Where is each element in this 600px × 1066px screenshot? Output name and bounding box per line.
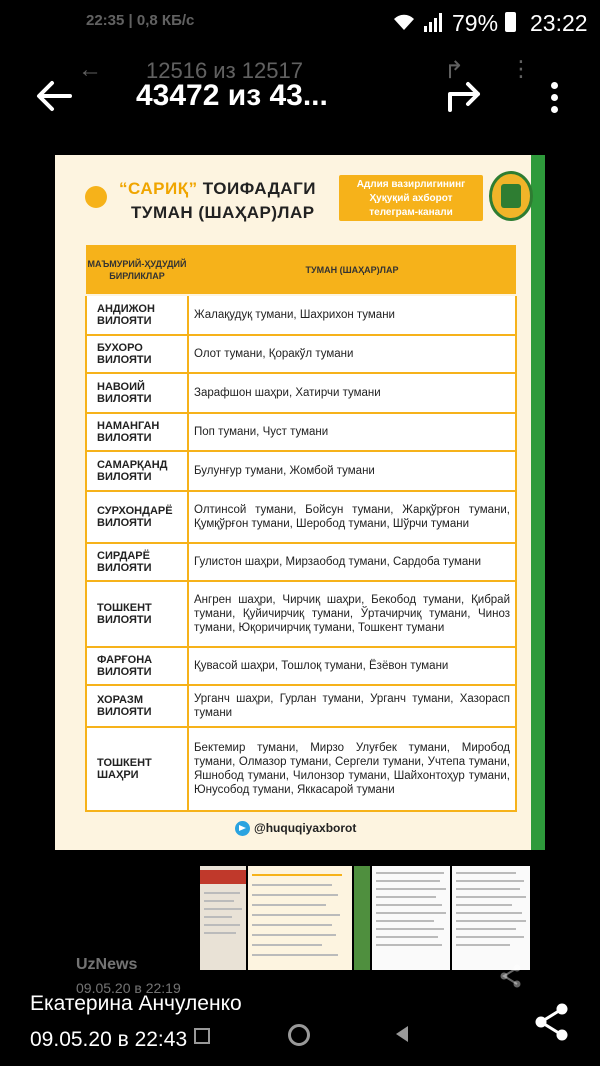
region-cell: ФАРҒОНА ВИЛОЯТИ (86, 647, 188, 685)
districts-cell: Зарафшон шаҳри, Хатирчи тумани (188, 373, 516, 413)
ghost-share-icon (500, 964, 522, 988)
col-header-districts: ТУМАН (ШАҲАР)ЛАР (188, 245, 516, 295)
districts-cell: Қувасой шаҳри, Тошлоқ тумани, Ёзёвон тумани (188, 647, 516, 685)
image-counter-title: 43472 из 43... (136, 79, 328, 112)
home-icon[interactable] (288, 1024, 310, 1046)
thumbnail[interactable] (248, 866, 352, 970)
districts-cell: Олот тумани, Қоракўл тумани (188, 335, 516, 373)
ghost-forward-icon: ↱ (444, 57, 465, 84)
region-cell: БУХОРО ВИЛОЯТИ (86, 335, 188, 373)
channel-line1: Адлия вазирлигининг (356, 179, 466, 190)
telegram-icon (235, 821, 250, 836)
table-row (86, 295, 516, 335)
ghost-more-icon: ⋮ (510, 56, 532, 81)
more-vert-icon[interactable] (540, 78, 570, 118)
districts-cell: Поп тумани, Чуст тумани (188, 413, 516, 451)
table-row (86, 647, 516, 685)
table-row (86, 543, 516, 581)
battery-level: 79% (452, 10, 499, 36)
status-bar (0, 8, 600, 38)
post-date: 09.05.20 в 22:43 (30, 1028, 188, 1051)
channel-line2: Ҳуқуқий ахборот (369, 193, 453, 204)
heading-rest: ТОИФАДАГИ (197, 179, 316, 198)
region-cell: АНДИЖОН ВИЛОЯТИ (86, 295, 188, 335)
table-row (86, 491, 516, 543)
districts-cell: Гулистон шаҳри, Мирзаобод тумани, Сардоба тумани (188, 543, 516, 581)
poster-heading-line1 (119, 179, 316, 199)
system-nav-bar (0, 1018, 600, 1058)
region-cell: ТОШКЕНТ ШАҲРИ (86, 727, 188, 811)
signal-icon (424, 12, 446, 32)
thumbnail[interactable] (452, 866, 530, 970)
thumbnail[interactable] (372, 866, 450, 970)
share-icon[interactable] (534, 1002, 570, 1042)
wifi-icon (392, 12, 416, 32)
channel-line3: телеграм-канали (369, 207, 453, 218)
table-row (86, 581, 516, 647)
ghost-counter: 12516 из 12517 (146, 58, 303, 83)
region-cell: САМАРҚАНД ВИЛОЯТИ (86, 451, 188, 491)
poster-heading-line2: ТУМАН (ШАҲАР)ЛАР (131, 203, 315, 222)
nav-back-icon[interactable] (396, 1026, 408, 1042)
districts-cell: Ангрен шаҳри, Чирчиқ шаҳри, Бекобод тумани, Қибрай тумани, Қуйичирчиқ тумани, Ўртачирчиқ тумани, Чиноз тумани, Юқоричирчиқ тумани, Тошкент тумани (188, 581, 516, 647)
table-row (86, 335, 516, 373)
districts-cell: Олтинсой тумани, Бойсун тумани, Жарқўрғон тумани, Қумқўрғон тумани, Шеробод тумани, Шўрчи тумани (188, 491, 516, 543)
ghost-back-icon: ← (78, 56, 102, 83)
forward-arrow-icon[interactable] (444, 78, 484, 114)
table-row (86, 413, 516, 451)
table-row (86, 685, 516, 727)
back-arrow-icon[interactable] (34, 78, 74, 114)
thumbnail-strip[interactable] (200, 866, 530, 970)
heading-quote: “САРИҚ” (119, 179, 198, 198)
ministry-emblem-icon (489, 171, 533, 221)
region-cell: СУРХОНДАРЁ ВИЛОЯТИ (86, 491, 188, 543)
table-row (86, 373, 516, 413)
clock: 23:22 (530, 10, 588, 36)
region-cell: ХОРАЗМ ВИЛОЯТИ (86, 685, 188, 727)
districts-cell: Бектемир тумани, Мирзо Улуғбек тумани, Миробод тумани, Олмазор тумани, Сергели тумани, Учтепа тумани, Яшнобод тумани, Чилонзор тумани, Шайхонтоҳур тумани, Юнусобод тумани, Яккасарой тумани (188, 727, 516, 811)
channel-badge (339, 175, 483, 221)
districts-table (85, 245, 517, 812)
districts-cell: Булунғур тумани, Жомбой тумани (188, 451, 516, 491)
region-cell: СИРДАРЁ ВИЛОЯТИ (86, 543, 188, 581)
poster-image[interactable] (55, 155, 545, 850)
districts-cell: Жалақудуқ тумани, Шахрихон тумани (188, 295, 516, 335)
poster-yellow-dot (85, 186, 107, 208)
table-row (86, 727, 516, 811)
col-header-regions: МАЪМУРИЙ-ҲУДУДИЙ БИРЛИКЛАР (86, 245, 188, 295)
author-name: Екатерина Анчуленко (30, 992, 242, 1015)
region-cell: НАВОИЙ ВИЛОЯТИ (86, 373, 188, 413)
ghost-source: UzNews (76, 956, 138, 973)
thumbnail[interactable] (354, 866, 370, 970)
table-row (86, 451, 516, 491)
telegram-handle: @huquqiyaxborot (235, 821, 356, 836)
recent-apps-icon[interactable] (194, 1028, 210, 1044)
ghost-status-text: 22:35 | 0,8 КБ/с (86, 12, 195, 29)
poster-green-strip (531, 155, 545, 850)
ghost-date: 09.05.20 в 22:19 (76, 980, 181, 996)
thumbnail[interactable] (200, 866, 246, 970)
districts-cell: Урганч шаҳри, Гурлан тумани, Урганч тумани, Хазорасп тумани (188, 685, 516, 727)
region-cell: НАМАНГАН ВИЛОЯТИ (86, 413, 188, 451)
battery-icon (505, 12, 516, 32)
region-cell: ТОШКЕНТ ВИЛОЯТИ (86, 581, 188, 647)
